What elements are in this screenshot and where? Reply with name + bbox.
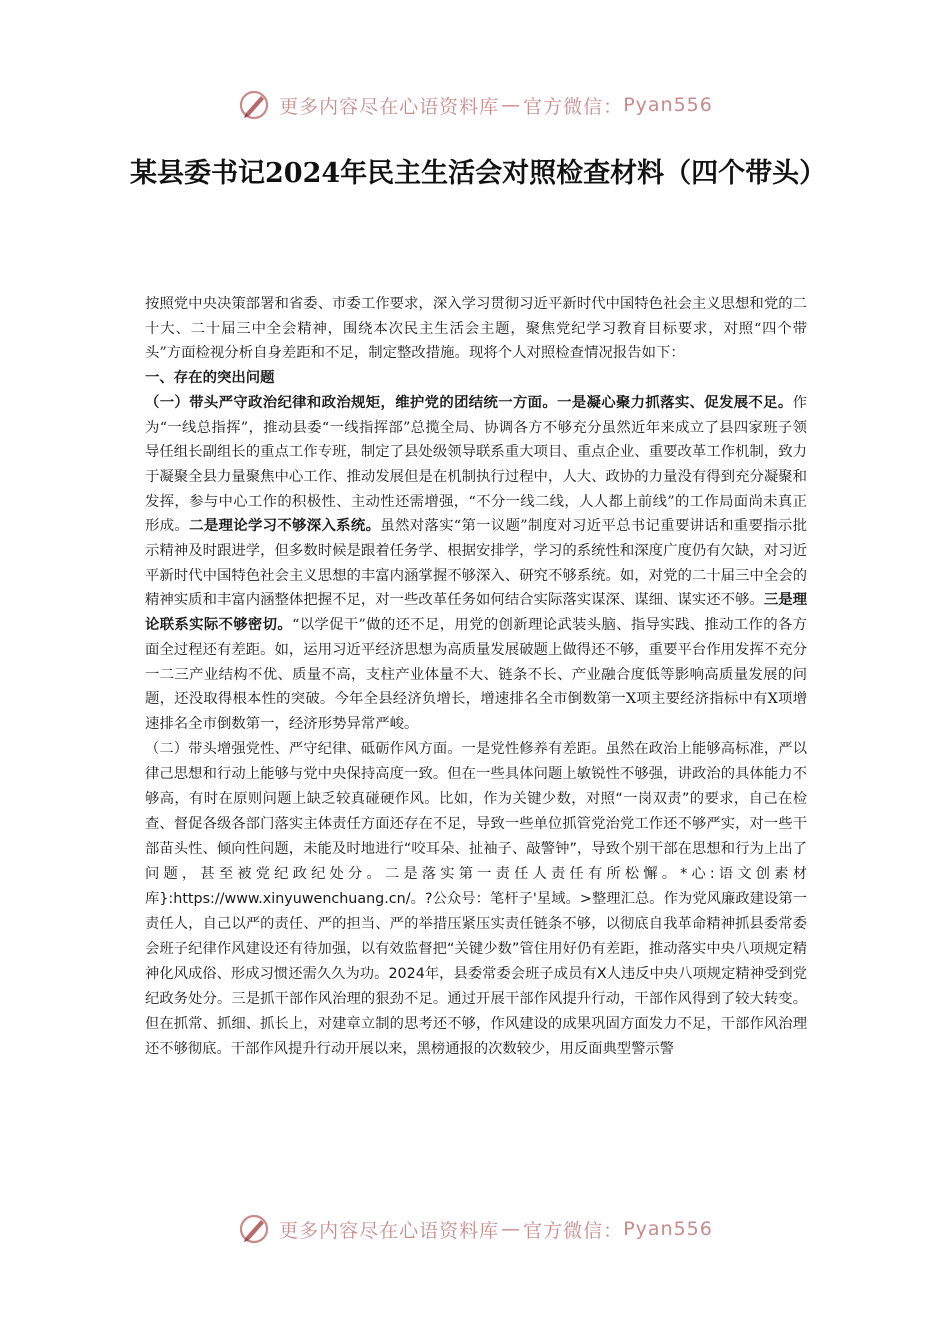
paragraph-text: 作为“一线总指挥”，推动县委“一线指挥部”总揽全局、协调各方不够充分虽然近年来成立了县四家班子领导任组长副组长的重点工作专班，制定了县处级领导联系重大项目、重点企业、重要改革工作机制，致力于凝聚全县力量聚焦中心工作、推动发展但是在机制执行过程中，人大、政协的力量没有得到充分凝聚和发挥，参与中心工作的积极性、主动性还需增强，“不分一线二线，人人都上前线”的工作局面尚未真正形成。: [145, 394, 807, 535]
watermark-footer: [0, 1212, 950, 1246]
watermark-text: [279, 1216, 713, 1243]
watermark-wechat-id: Pyan556: [623, 94, 713, 116]
watermark-brand: 更多内容尽在心语资料库: [279, 95, 500, 118]
watermark-header: [0, 88, 950, 122]
watermark-wechat-label: 官方微信：: [523, 1219, 624, 1242]
section-two-paragraph: （二）带头增强党性、严守纪律、砥砺作风方面。一是党性修养有差距。虽然在政治上能够高标准，严以律己思想和行动上能够与党中央保持高度一致。但在一些具体问题上敏锐性不够强，讲政治的具体能力不够高，有时在原则问题上缺乏较真碰硬作风。比如，作为关键少数，对照“一岗双责”的要求，自己在检查、督促各级各部门落实主体责任方面还存在不足，导致一些单位抓管党治党工作还不够严实，对一些干部苗头性、倾向性问题，未能及时地进行“咬耳朵、扯袖子、敲警钟”，导致个别干部在思想和行为上出了问题，甚至被党纪政纪处分。二是落实第一责任人责任有所松懈。*心:语文创素材库}:https://www.xinyuwenchuang.cn/。?公众号：笔杆子'星域。>整理汇总。作为党风廉政建设第一责任人，自己以严的责任、严的担当、严的举措压紧压实责任链条不够，以彻底自我革命精神抓县委常委会班子纪律作风建设还有待加强，以有效监督把“关键少数”管住用好仍有差距，推动落实中央八项规定精神化风成俗、形成习惯还需久久为功。2024年，县委常委会班子成员有X人违反中央八项规定精神受到党纪政务处分。三是抓干部作风治理的狠劲不足。通过开展干部作风提升行动，干部作风得到了较大转变。但在抓常、抓细、抓长上，对建章立制的思考还不够，作风建设的成果巩固方面发力不足，干部作风治理还不够彻底。干部作风提升行动开展以来，黑榜通报的次数较少，用反面典型警示警: [145, 740, 807, 1057]
document-title: 某县委书记2024年民主生活会对照检查材料（四个带头）: [130, 158, 827, 189]
intro-paragraph: 按照党中央决策部署和省委、市委工作要求，深入学习贯彻习近平新时代中国特色社会主义思想和党的二十大、二十届三中全会精神，围绕本次民主生活会主题，聚焦党纪学习教育目标要求，对照“四个带头”方面检视分析自身差距和不足，制定整改措施。现将个人对照检查情况报告如下：: [145, 296, 807, 362]
watermark-wechat-label: 官方微信：: [523, 95, 624, 118]
pen-logo-icon: [237, 1212, 271, 1246]
watermark-separator: —: [501, 94, 522, 116]
watermark-wechat-id: Pyan556: [623, 1218, 713, 1240]
point-two-heading: 二是理论学习不够深入系统。: [189, 517, 381, 535]
watermark-brand: 更多内容尽在心语资料库: [279, 1219, 500, 1242]
watermark-separator: —: [501, 1218, 522, 1240]
paragraph-text: 虽然对落实“第一议题”制度对习近平总书记重要讲话和重要指示批示精神及时跟进学，但多数时候是跟着任务学、根据安排学，学习的系统性和深度广度仍有欠缺，对习近平新时代中国特色社会主义思想的丰富内涵掌握不够深入、研究不够系统。如，对党的二十届三中全会的精神实质和丰富内涵整体把握不足，对一些改革任务如何结合实际落实谋深、谋细、谋实还不够。: [145, 518, 807, 609]
document-body: [145, 292, 807, 1062]
section-one-paragraph: [145, 391, 807, 737]
pen-logo-icon: [237, 88, 271, 122]
subheading-one: （一）带头严守政治纪律和政治规矩，维护党的团结统一方面。一是凝心聚力抓落实、促发展不足。: [145, 393, 793, 411]
paragraph-text: “以学促干”做的还不足，用党的创新理论武装头脑、指导实践、推动工作的各方面全过程还有差距。如，运用习近平经济思想为高质量发展破题上做得还不够，重要平台作用发挥不充分一二三产业结构不优、质量不高，支柱产业体量不大、链条不长、产业融合度低等影响高质量发展的问题，还没取得根本性的突破。今年全县经济负增长，增速排名全市倒数第一X项主要经济指标中有X项增速排名全市倒数第一，经济形势异常严峻。: [145, 617, 807, 732]
section-heading: 一、存在的突出问题: [145, 369, 275, 387]
point-three-heading: 三是理论联系实际不够密切。: [145, 591, 807, 634]
watermark-text: [279, 92, 713, 119]
